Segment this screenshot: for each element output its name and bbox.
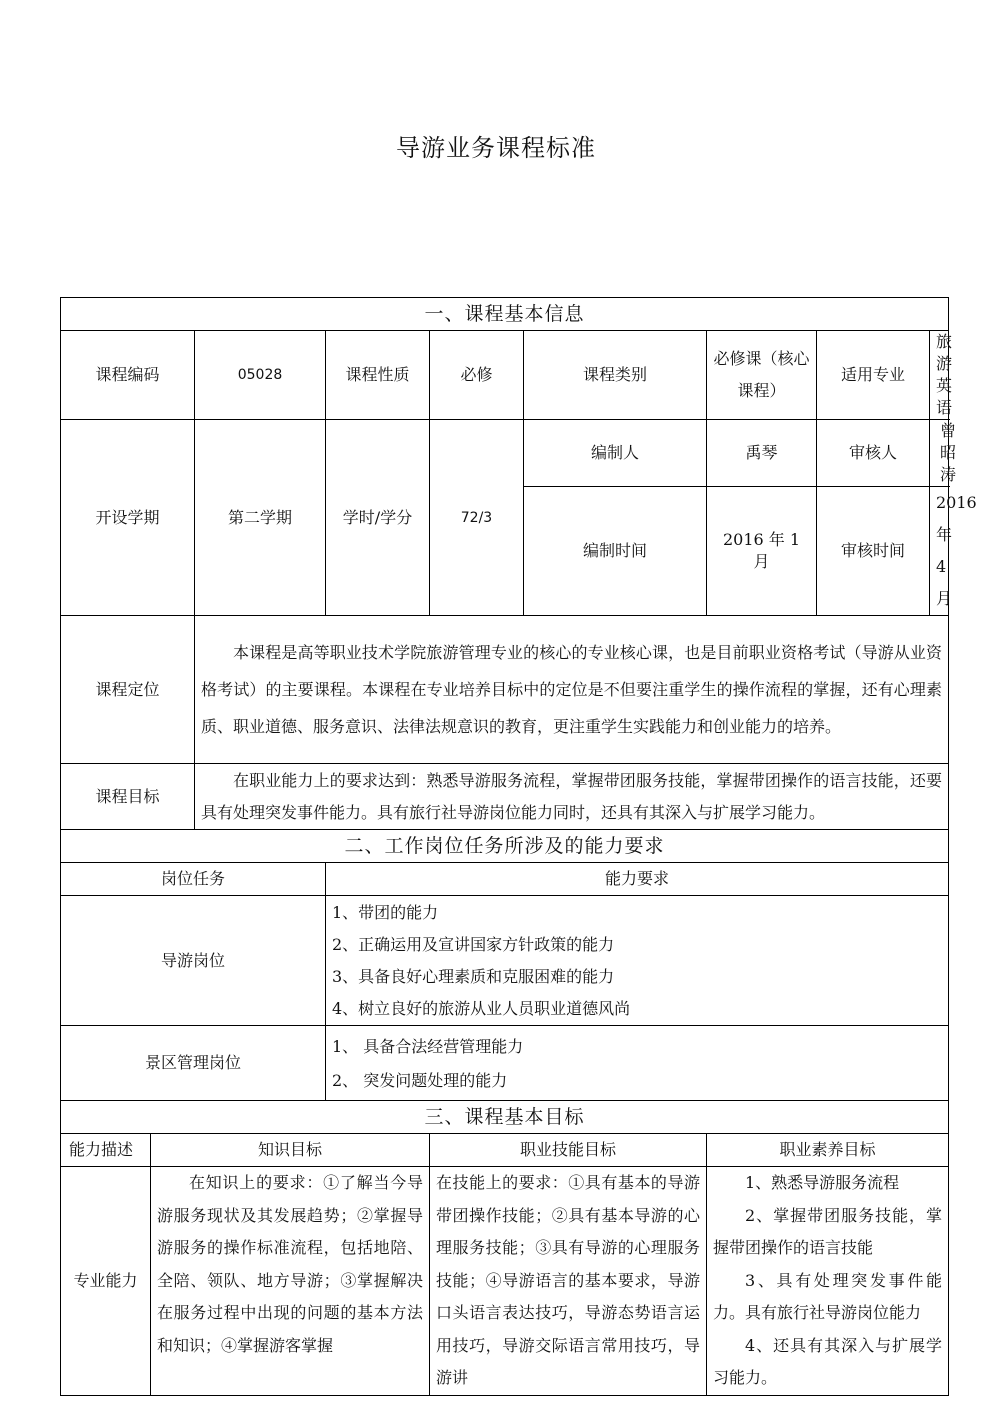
list-item: 2、正确运用及宣讲国家方针政策的能力 <box>332 934 615 954</box>
review-time-label: 审核时间 <box>817 487 930 616</box>
reviewer-value: 曾昭涛 <box>930 420 949 487</box>
section2-heading: 二、工作岗位任务所涉及的能力要求 <box>61 830 949 863</box>
professional-ability-label: 专业能力 <box>61 1167 151 1396</box>
course-code-label: 课程编码 <box>61 331 195 420</box>
list-item: 1、熟悉导游服务流程 <box>745 1173 900 1192</box>
list-item: 1、 具备合法经营管理能力 <box>332 1037 524 1056</box>
editor-value: 禹琴 <box>707 420 817 487</box>
quality-col-header: 职业素养目标 <box>707 1134 949 1167</box>
list-item: 3、具备良好心理素质和克服困难的能力 <box>332 966 615 986</box>
list-item: 2、 突发问题处理的能力 <box>332 1071 508 1090</box>
reviewer-label: 审核人 <box>817 420 930 487</box>
knowledge-goal <box>151 1167 430 1396</box>
section1-heading: 一、课程基本信息 <box>61 298 949 331</box>
review-time-value: 2016 年 4 月 <box>930 487 949 616</box>
requirement-list-scenic <box>326 1026 949 1101</box>
skill-goal <box>430 1167 707 1396</box>
requirement-list-tour-guide <box>326 896 949 1026</box>
course-code-value: 05028 <box>195 331 326 420</box>
list-item: 4、树立良好的旅游从业人员职业道德风尚 <box>332 998 631 1018</box>
major-value: 旅游英语 <box>930 331 949 420</box>
semester-label: 开设学期 <box>61 420 195 616</box>
list-item: 3、具有处理突发事件能力。具有旅行社导游岗位能力 <box>713 1270 943 1322</box>
list-item: 1、带团的能力 <box>332 902 439 922</box>
course-standard-table <box>60 297 977 1396</box>
editor-label: 编制人 <box>524 420 707 487</box>
quality-goal <box>707 1167 949 1396</box>
page-title: 导游业务课程标准 <box>396 134 596 162</box>
section3-heading: 三、课程基本目标 <box>61 1101 949 1134</box>
goal-text: 在职业能力上的要求达到：熟悉导游服务流程，掌握带团服务技能，掌握带团操作的语言技能，还要具有处理突发事件能力。具有旅行社导游岗位能力同时，还具有其深入与扩展学习能力。 <box>195 764 949 830</box>
major-label: 适用专业 <box>817 331 930 420</box>
task-tour-guide: 导游岗位 <box>61 896 326 1026</box>
course-category-label: 课程类别 <box>524 331 707 420</box>
skill-goal-text: 在技能上的要求：①具有基本的导游带团操作技能；②具有基本导游的心理服务技能；③具有导游的心理服务技能；④导游语言的基本要求，导游口头语言表达技巧，导游态势语言运用技巧，导游交际语言常用技巧，导游讲 <box>436 1173 700 1387</box>
course-nature-value: 必修 <box>430 331 524 420</box>
skill-col-header: 职业技能目标 <box>430 1134 707 1167</box>
ability-col-header: 能力描述 <box>61 1134 151 1167</box>
course-nature-label: 课程性质 <box>326 331 430 420</box>
task-col-header: 岗位任务 <box>61 863 326 896</box>
edit-time-label: 编制时间 <box>524 487 707 616</box>
hours-value: 72/3 <box>430 420 524 616</box>
course-category-value: 必修课（核心课程） <box>707 331 817 420</box>
list-item: 2、掌握带团服务技能，掌握带团操作的语言技能 <box>713 1205 943 1257</box>
task-scenic-management: 景区管理岗位 <box>61 1026 326 1101</box>
edit-time-value: 2016 年 1 月 <box>707 487 817 616</box>
knowledge-goal-text: 在知识上的要求：①了解当今导游服务现状及其发展趋势；②掌握导游服务的操作标准流程，包括地陪、全陪、领队、地方导游；③掌握解决在服务过程中出现的问题的基本方法和知识；④掌握游客掌握 <box>157 1173 423 1355</box>
list-item: 4、还具有其深入与扩展学习能力。 <box>713 1335 943 1387</box>
knowledge-col-header: 知识目标 <box>151 1134 430 1167</box>
positioning-label: 课程定位 <box>61 616 195 764</box>
goal-label: 课程目标 <box>61 764 195 830</box>
requirement-col-header: 能力要求 <box>326 863 949 896</box>
hours-label: 学时/学分 <box>326 420 430 616</box>
positioning-text: 本课程是高等职业技术学院旅游管理专业的核心的专业核心课，也是目前职业资格考试（导游从业资格考试）的主要课程。本课程在专业培养目标中的定位是不但要注重学生的操作流程的掌握，还有心理素质、职业道德、服务意识、法律法规意识的教育，更注重学生实践能力和创业能力的培养。 <box>195 616 949 764</box>
semester-value: 第二学期 <box>195 420 326 616</box>
